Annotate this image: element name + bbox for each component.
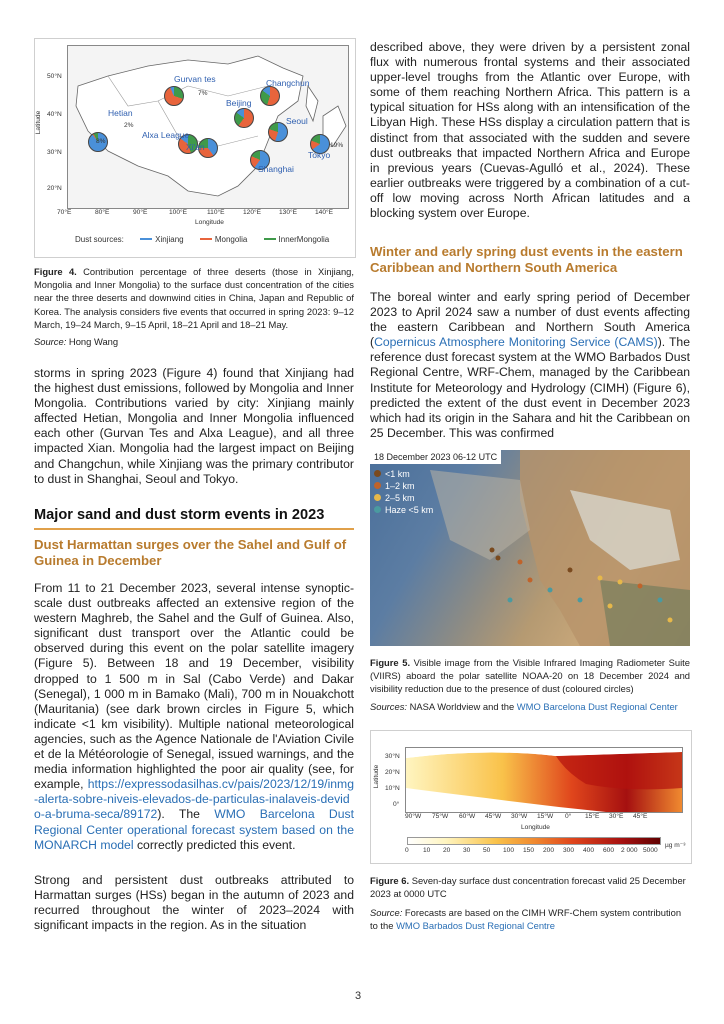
scale-300: 300 [563,847,575,854]
pct-tokyo: 19% [330,142,344,149]
label-seoul: Seoul [286,116,308,126]
f6-lon-5: 15°W [537,813,554,820]
y-axis-label: Latitude [35,110,43,135]
legend-swatch-xinjiang [140,238,152,240]
left-paragraph-3: Strong and persistent dust outbreaks attributed to Harmattan surges (HSs) began in the autumn of 2023 and recurred throughout the winter of 2023–2024 with significant impacts in the region. As in the situation [34,873,354,933]
scale-5000: 5000 [643,847,658,854]
legend-swatch-mongolia [200,238,212,240]
label-changchun: Changchun [266,78,310,88]
figure-4-source-label: Source: [34,336,67,347]
f6-lat-20: 20°N [385,769,400,776]
scale-10: 10 [423,847,431,854]
link-wmo-barcelona-monarch[interactable]: WMO Barcelona Dust Regional Center operational forecast system based on the MONARCH model [34,807,354,852]
lon-ticks [57,209,357,219]
scale-2000: 2 000 [621,847,638,854]
scale-400: 400 [583,847,595,854]
figure-5-label: Figure 5. [370,657,411,668]
scale-600: 600 [603,847,615,854]
pie-seoul [268,122,288,142]
figure-5-legend [374,468,433,516]
figure-6-label: Figure 6. [370,875,410,886]
f6-lon-9: 45°E [633,813,648,820]
lon-tick-120: 120°E [243,209,262,216]
figure-5-caption-text: Visible image from the Visible Infrared Imaging Radiometer Suite (VIIRS) aboard the polar satellite NOAA-20 on 18 December 2024 and visibility reduction due to the presence of dust (coloured circles) [370,657,690,695]
figure-5-source [370,700,690,713]
f6-lat-10: 10°N [385,785,400,792]
f6-lon-2: 60°W [459,813,476,820]
legend-lt1km: <1 km [385,469,410,479]
lon-tick-80: 80°E [95,209,110,216]
link-wmo-barbados[interactable]: WMO Barbados Dust Regional Centre [396,920,555,932]
figure-6-map [405,747,683,813]
figure-4 [34,38,356,258]
figure-4-caption [34,265,354,331]
label-tokyo: Tokyo [308,150,331,160]
f6-lon-3: 45°W [485,813,502,820]
heading-underline [34,528,354,530]
link-expressodasilhas[interactable]: https://expressodasilhas.cv/pais/2023/12/19/inmg-alerta-sobre-niveis-elevados-de-particulas-inalaveis-devido-a-bruma-seca/89172 [34,777,354,822]
right-paragraph-2 [370,290,690,441]
f6-lon-6: 0° [565,813,572,820]
subheading-harmattan: Dust Harmattan surges over the Sahel and Gulf of Guinea in December [34,537,347,568]
legend-mongolia: Mongolia [214,235,248,244]
scale-200: 200 [543,847,555,854]
right-paragraph-1: described above, they were driven by a persistent zonal flux with numerous frontal systems and their associated upper-level troughs from the Atlantic over Europe, with some of them reaching Northern Africa. This pattern is a typical situation for HSs along with an intensification of the Libyan High. These HSs display a circulation pattern that is distinct from that associated with the sudden and severe dust outbreaks that impacted Northern Africa and Europe in previous years (Cuevas-Agulló et al., 2024). These earlier outbreaks were triggered by a combination of a cut-off low moving across North African latitudes and a blocking system over Europe. [370,40,690,221]
legend-innermongolia: InnerMongolia [278,235,330,244]
figure-4-legend [75,235,329,244]
legend-swatch-innermongolia [264,238,276,240]
left-paragraph-2-part-b: ). The [157,807,215,822]
label-xian: Xi'an [186,142,205,152]
figure-5-source-text: NASA Worldview and the [409,701,517,712]
figure-5-image [370,450,690,646]
scale-0: 0 [405,847,409,854]
x-axis-label: Longitude [195,219,224,226]
figure-4-label: Figure 4. [34,266,77,277]
f6-lat-0: 0° [393,801,400,808]
f6-lon-1: 75°W [432,813,449,820]
f6-colorbar [407,837,661,845]
lon-tick-90: 90°E [133,209,148,216]
label-alxa: Alxa League [142,130,190,140]
pie-changchun [260,86,280,106]
left-paragraph-2-part-c: correctly predicted this event. [133,837,296,852]
dust-concentration-field [406,748,682,812]
legend-1-2km: 1–2 km [385,481,415,491]
scale-150: 150 [523,847,535,854]
lon-tick-100: 100°E [169,209,188,216]
left-paragraph-2 [34,581,354,853]
scale-100: 100 [503,847,515,854]
f6-lon-0: 90°W [405,813,422,820]
f6-lat-30: 30°N [385,753,400,760]
link-wmo-barcelona[interactable]: WMO Barcelona Dust Regional Center [516,701,678,712]
subheading-caribbean: Winter and early spring dust events in the eastern Caribbean and Northern South America [370,244,683,275]
right-paragraph-2-part-b: ). The reference dust forecast system at the WMO Barbados Dust Regional Centre, WRF-Chem, managed by the Caribbean Institute for Meteorology and Hydrology (CIMH) (Figure 6), predicted the extent of the dust event in December 2023 which had its origin in the Sahara and hit the Caribbean on 25 December. This was confirmed [370,335,690,440]
scale-50: 50 [483,847,491,854]
f6-lon-4: 30°W [511,813,528,820]
left-paragraph-1: storms in spring 2023 (Figure 4) found that Xinjiang had the highest dust emissions, followed by Mongolia and Inner Mongolia. Contributions varied by city: Xinjiang mainly affected Hetian, Mongolia and Inner Mongolia influenced each other (Gurvan Tes and Alxa League), and all three impacted Xian. Mongolia had the largest impact on Beijing and Changchun, while Xinjiang was the primary contributor to dust in Shanghai, Seoul and Tokyo. [34,366,354,486]
lon-tick-130: 130°E [279,209,298,216]
pct-hetian-b: 8% [96,138,106,145]
scale-30: 30 [463,847,471,854]
figure-6-source [370,906,690,932]
legend-2-5km: 2–5 km [385,493,415,503]
china-map-outline [68,46,348,208]
pct-hetian-a: 2% [124,122,134,129]
legend-title: Dust sources: [75,235,124,244]
lat-tick-20: 20°N [47,185,62,192]
left-paragraph-2-part-a: From 11 to 21 December 2023, several intense synoptic-scale dust outbreaks affected an extensive region of the western Maghreb, the Sahel and the Gulf of Guinea. Also, significant dust transport over the Atlantic could be observed during this event on the polar satellite imagery (Figure 5). Between 18 and 19 December, visibility dropped to 1 500 m in Sal (Cabo Verde) and Dakar (Senegal), 1 000 m in Bamako (Mali), 700 m in Nouakchott (Mauritania) (see dark brown circles in Figure 5, which indicate <1 km visibility). Multiple national meteorological agencies, such as the Agence Nationale de l'Aviation Civile et de la Météorologie of Senegal, issued warnings, and the media information highlighted the poor air quality (see, for example, [34,581,354,792]
legend-xinjiang: Xinjiang [155,235,184,244]
section-heading-major-events: Major sand and dust storm events in 2023 [34,507,325,523]
figure-4-source-text: Hong Wang [68,336,119,347]
f6-colorbar-labels [405,847,665,857]
legend-row-haze [374,504,433,516]
label-beijing: Beijing [226,98,252,108]
label-hetian: Hetian [108,108,133,118]
figure-6-source-label: Source: [370,907,403,918]
figure-6-caption [370,874,690,900]
lon-tick-140: 140°E [315,209,334,216]
f6-unit: µg m⁻³ [665,842,686,849]
link-cams[interactable]: Copernicus Atmosphere Monitoring Service (CAMS) [374,335,658,350]
lat-tick-40: 40°N [47,111,62,118]
f6-x-axis-label: Longitude [521,824,550,831]
lon-tick-70: 70°E [57,209,72,216]
page-number: 3 [355,990,362,1002]
figure-4-source [34,335,354,348]
pie-gurvan [164,86,184,106]
right-paragraph-2-part-a: The boreal winter and early spring period of December 2023 to April 2024 saw a number of dust events affecting the eastern Caribbean and Northern South America ( [370,290,690,350]
f6-lon-ticks [405,813,681,823]
figure-6-source-text: Forecasts are based on the CIMH WRF-Chem system contribution to the [370,907,682,932]
scale-20: 20 [443,847,451,854]
legend-haze: Haze <5 km [385,505,434,515]
lon-tick-110: 110°E [207,209,225,216]
pct-gurvan: 7% [198,90,208,97]
figure-5-caption [370,656,690,696]
figure-6 [370,730,692,864]
legend-row-2-5km [374,492,433,504]
figure-5-source-label: Sources: [370,701,407,712]
label-gurvan: Gurvan tes [174,74,216,84]
f6-y-axis-label: Latitude [373,764,381,789]
figure-6-caption-text: Seven-day surface dust concentration forecast valid 25 December 2023 at 0000 UTC [370,875,686,900]
legend-row-1-2km [374,480,433,492]
legend-row-lt1km [374,468,433,480]
figure-4-map [67,45,349,209]
pie-beijing [234,108,254,128]
figure-4-caption-text: Contribution percentage of three deserts (those in Xinjiang, Mongolia and Inner Mongolia) to the surface dust concentration of the cities near the three deserts and downwind cities in China, Japan and Republic of Korea. The analysis considers five events that occurred in spring 2023: 9–12 March, 19–24 March, 9–15 April, 18–21 April and 18–21 May. [34,266,354,330]
lat-tick-50: 50°N [47,73,62,80]
lat-tick-30: 30°N [47,149,62,156]
label-shanghai: Shanghai [258,164,294,174]
f6-lon-7: 15°E [585,813,600,820]
f6-lon-8: 30°E [609,813,624,820]
figure-5-title: 18 December 2023 06-12 UTC [370,450,501,464]
